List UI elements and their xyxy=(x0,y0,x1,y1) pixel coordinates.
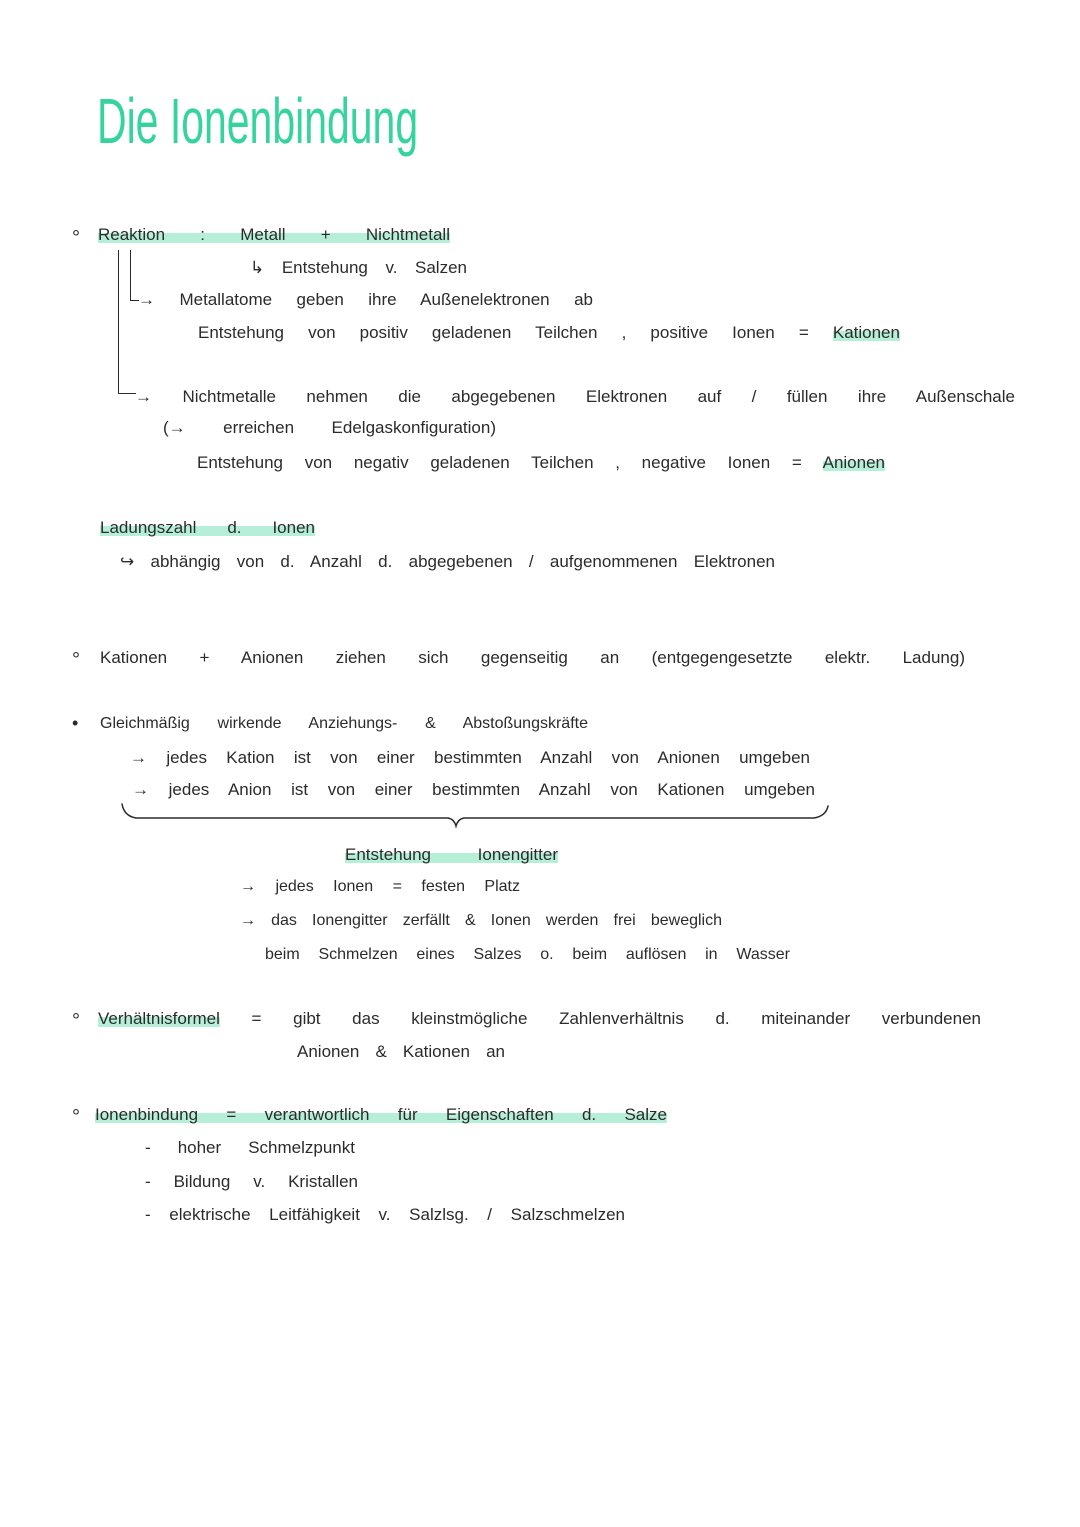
ladungszahl-heading xyxy=(100,518,315,538)
ladungszahl-heading-text: Ladungszahl d. Ionen xyxy=(100,518,315,537)
reaktion-salze-note: ↳ Entstehung v. Salzen xyxy=(250,258,467,277)
ionenbindung-heading xyxy=(95,1105,667,1125)
ionengitter-detail-note: beim Schmelzen eines Salzes o. beim auflösen in Wasser xyxy=(265,946,790,963)
eigenschaft-kristalle: - Bildung v. Kristallen xyxy=(145,1172,358,1191)
anziehung-text: Kationen + Anionen ziehen sich gegenseitig an xyxy=(100,648,620,667)
metall-result-text: Entstehung von positiv geladenen Teilchen , positive Ionen = xyxy=(198,323,809,342)
eigenschaft-leitfaehigkeit: - elektrische Leitfähigkeit v. Salzlsg. / Salzschmelzen xyxy=(145,1205,625,1224)
verhaeltnisformel-text2: Anionen & Kationen an xyxy=(297,1042,505,1061)
kraefte-item-anion: → jedes Anion ist von einer bestimmten Anzahl von Kationen umgeben xyxy=(132,780,815,799)
ionenbindung-heading-text: Ionenbindung = verantwortlich für Eigenschaften d. Salze xyxy=(95,1105,667,1124)
tree-connector-nichtmetall xyxy=(118,250,136,394)
bullet-kraefte: • xyxy=(72,713,79,733)
bullet-reaktion: ° xyxy=(72,227,80,249)
bullet-anziehung: ° xyxy=(72,649,80,671)
kraefte-item-kation: → jedes Kation ist von einer bestimmten Anzahl von Anionen umgeben xyxy=(130,748,810,767)
eigenschaft-schmelzpunkt: - hoher Schmelzpunkt xyxy=(145,1138,355,1157)
ionengitter-heading xyxy=(345,845,558,865)
nichtmetall-result-text: Entstehung von negativ geladenen Teilchen , negative Ionen = xyxy=(197,453,802,472)
kationen-term: Kationen xyxy=(832,323,900,342)
reaktion-heading xyxy=(98,225,450,245)
ladungszahl-text: ↪ abhängig von d. Anzahl d. abgegebenen / aufgenommenen Elektronen xyxy=(120,552,775,571)
kraefte-heading: Gleichmäßig wirkende Anziehungs- & Abstoßungskräfte xyxy=(100,715,588,732)
ionengitter-heading-text: Entstehung Ionengitter xyxy=(345,845,558,864)
anziehung-note: (entgegengesetzte elektr. Ladung) xyxy=(651,648,965,667)
verhaeltnisformel-text: = gibt das kleinstmögliche Zahlenverhältnis d. miteinander verbundenen xyxy=(251,1009,981,1028)
bullet-verhaeltnisformel: ° xyxy=(72,1010,80,1032)
ionengitter-detail-zerfall: → das Ionengitter zerfällt & Ionen werden frei beweglich xyxy=(240,912,722,929)
bullet-ionenbindung: ° xyxy=(72,1106,80,1128)
nichtmetall-note: (→ erreichen Edelgaskonfiguration) xyxy=(163,418,496,437)
verhaeltnisformel-term: Verhältnisformel xyxy=(98,1009,220,1028)
reaktion-heading-text: Reaktion : Metall + Nichtmetall xyxy=(98,225,450,244)
metall-line: → Metallatome geben ihre Außenelektronen ab xyxy=(138,290,593,309)
anziehung-line xyxy=(100,648,965,668)
nichtmetall-line: → Nichtmetalle nehmen die abgegebenen Elektronen auf / füllen ihre Außenschale xyxy=(135,387,1015,406)
verhaeltnisformel-line xyxy=(98,1009,981,1029)
ionengitter-detail-platz: → jedes Ionen = festen Platz xyxy=(240,878,520,895)
metall-result xyxy=(198,323,900,343)
anionen-term: Anionen xyxy=(822,453,885,472)
page-title: Die Ionenbindung xyxy=(97,85,419,157)
nichtmetall-result xyxy=(197,453,885,473)
curly-brace xyxy=(118,798,834,830)
